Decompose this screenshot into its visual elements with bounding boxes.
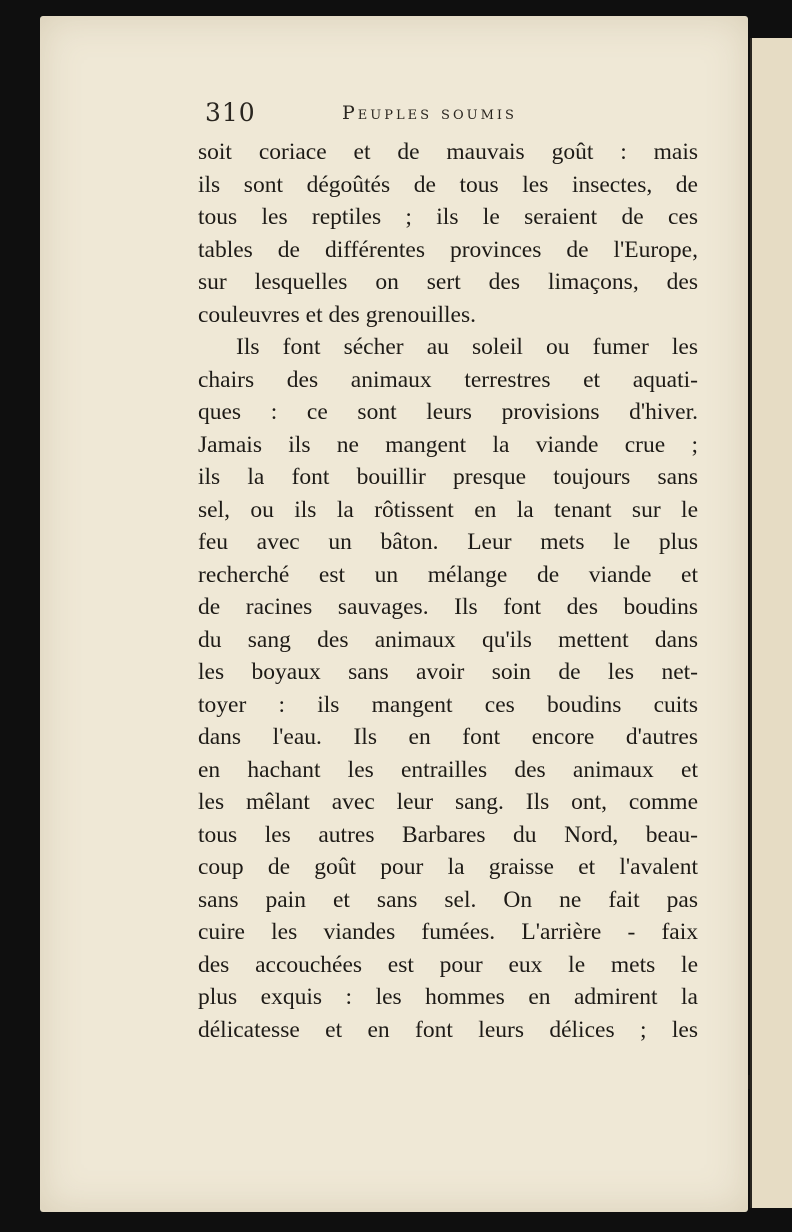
- text-line: tous les reptiles ; ils le seraient de ces: [198, 204, 698, 230]
- book-page: [40, 16, 748, 1212]
- text-line: sur lesquelles on sert des limaçons, des: [198, 269, 698, 295]
- text-line: Jamais ils ne mangent la viande crue ;: [198, 431, 698, 458]
- text-line: plus exquis : les hommes en admirent la: [198, 984, 698, 1010]
- text-line: toyer : ils mangent ces boudins cuits: [198, 691, 698, 718]
- text-line: dans l'eau. Ils en font encore d'autres: [198, 724, 698, 750]
- text-line: de racines sauvages. Ils font des boudins: [198, 594, 698, 620]
- text-line: délicatesse et en font leurs délices ; les: [198, 1016, 698, 1043]
- text-line: soit coriace et de mauvais goût : mais: [198, 139, 698, 165]
- text-line: ils sont dégoûtés de tous les insectes, de: [198, 171, 698, 198]
- text-line: cuire les viandes fumées. L'arrière - faix: [198, 919, 698, 945]
- facing-page-edge: [750, 38, 792, 1208]
- text-line: ques : ce sont leurs provisions d'hiver.: [198, 399, 698, 425]
- text-line: les boyaux sans avoir soin de les net-: [198, 659, 698, 685]
- text-line: recherché est un mélange de viande et: [198, 561, 698, 588]
- text-line: les mêlant avec leur sang. Ils ont, comme: [198, 789, 698, 815]
- text-line: ils la font bouillir presque toujours sans: [198, 464, 698, 490]
- running-head: [40, 98, 748, 138]
- text-line: du sang des animaux qu'ils mettent dans: [198, 626, 698, 653]
- text-line: des accouchées est pour eux le mets le: [198, 951, 698, 978]
- body-text: [198, 136, 698, 1046]
- text-line: chairs des animaux terrestres et aquati-: [198, 366, 698, 393]
- running-title: Peuples soumis: [342, 102, 517, 124]
- text-line: feu avec un bâton. Leur mets le plus: [198, 529, 698, 555]
- text-line: tables de différentes provinces de l'Europe,: [198, 236, 698, 263]
- text-line: en hachant les entrailles des animaux et: [198, 756, 698, 783]
- text-line: coup de goût pour la graisse et l'avalent: [198, 854, 698, 880]
- text-line: tous les autres Barbares du Nord, beau-: [198, 821, 698, 848]
- page-number: 310: [205, 98, 256, 127]
- paragraph-start-line: Ils font sécher au soleil ou fumer les: [236, 334, 698, 360]
- text-line: couleuvres et des grenouilles.: [198, 301, 476, 328]
- text-line: sel, ou ils la rôtissent en la tenant sur le: [198, 496, 698, 523]
- text-line: sans pain et sans sel. On ne fait pas: [198, 886, 698, 913]
